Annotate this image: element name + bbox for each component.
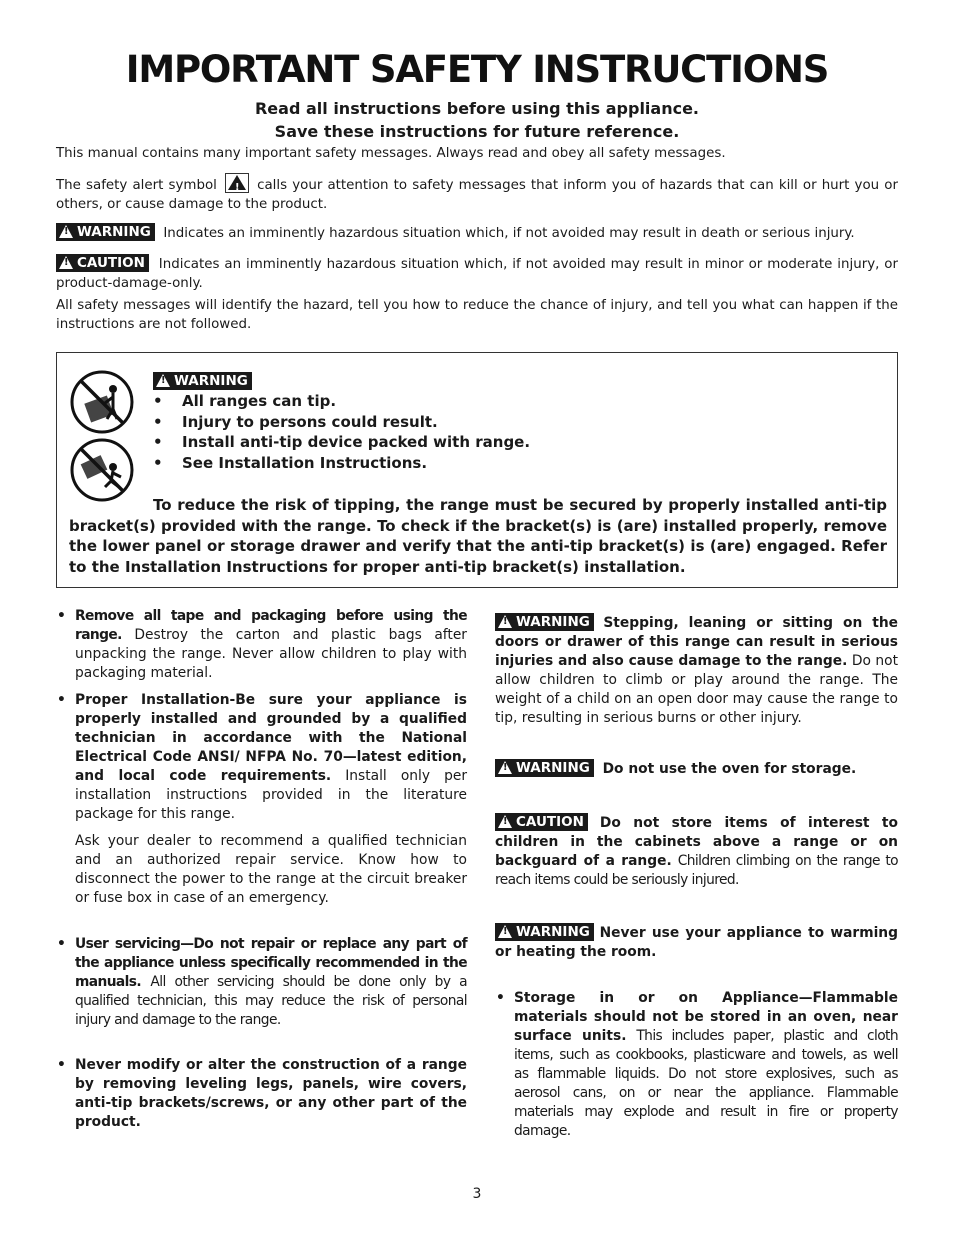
tip-warning-badge: !WARNING [153,372,252,390]
alert-triangle-icon [498,761,512,774]
warning-badge: !WARNING [495,613,594,631]
warning-definition-text: Indicates an imminently hazardous situation which, if not avoided may result in death or serious injury. [163,226,855,241]
tip-bullet: • See Installation Instructions. [153,453,530,474]
installation-bold: Proper Installation-Be sure your appliance is properly installed and grounded by a qualified technician in accordance with the National Electrical Code ANSI/ NFPA No. 70—latest edition, and local code requirements. [75,692,467,784]
warning-doors [495,613,898,728]
tip-bullet: • All ranges can tip. [153,391,530,412]
cabinets-caution-bold: Do not store items of interest to children in the cabinets above a range or on backguard of a range. [495,815,898,869]
warning-badge: !WARNING [56,223,155,241]
storage-warning-bold: Do not use the oven for storage. [602,761,857,777]
alert-triangle-icon [156,374,170,387]
list-item-remove-tape [56,607,467,683]
storage-bold: Storage in or on Appliance—Flammable materials should not be stored in an oven, near surface units. [514,990,898,1044]
alert-symbol-text-after: calls your attention to safety messages that inform you of hazards that can kill or hurt you or others, or cause damage to the product. [56,178,898,212]
list-item-storage [495,989,898,1141]
caution-definition [56,254,898,293]
alert-symbol-paragraph [56,173,898,214]
alert-triangle-icon [59,225,73,238]
tip-warning-list [153,391,530,473]
subtitle-save: Save these instructions for future reference. [274,122,680,141]
heating-warning-bold: Never use your appliance to warming or heating the room. [495,925,899,960]
alert-triangle-icon [59,256,73,269]
page-title: IMPORTANT SAFETY INSTRUCTIONS [125,48,829,91]
caution-badge: !CAUTION [56,254,149,272]
list-item-proper-installation [56,691,467,824]
alert-triangle-icon [498,815,512,828]
safety-alert-icon [225,173,249,193]
warning-definition [56,223,898,243]
no-tipping-range-icon [69,369,135,435]
user-servicing-bold: User servicing—Do not repair or replace any part of the appliance unless specifically recommended in the manuals. [75,936,467,990]
alert-triangle-icon [498,925,512,938]
cabinets-caution-text: Children climbing on the range to reach items could be seriously injured. [495,853,898,888]
warning-badge: !WARNING [495,923,594,941]
tip-bullet: • Injury to persons could result. [153,412,530,433]
storage-text: This includes paper, plastic and cloth items, such as cookbooks, plasticware and towels, as well as flammable liquids. Do not store explosives, such as aerosol cans, on or near the appliance. Flammable materials may explode and result in fire or property damage. [514,1028,898,1139]
caution-definition-text: Indicates an imminently hazardous situation which, if not avoided may result in minor or moderate injury, or product-damage-only. [56,257,899,291]
doors-warning-text: Do not allow children to climb or play around the range. The weight of a child on an open door may cause the range to tip, resulting in serious burns or other injury. [495,653,898,726]
warning-storage [495,759,898,779]
page-number: 3 [472,1186,482,1202]
list-item-user-servicing [56,935,467,1030]
caution-cabinets [495,813,898,890]
alert-symbol-text-before: The safety alert symbol [56,178,217,193]
doors-warning-bold: Stepping, leaning or sitting on the doors or drawer of this range can result in serious injuries and also cause damage to the range. [495,615,898,669]
no-child-climbing-icon [69,437,135,503]
intro-text: This manual contains many important safety messages. Always read and obey all safety messages. [56,146,726,161]
remove-tape-text: Destroy the carton and plastic bags after unpacking the range. Never allow children to play with packaging material. [75,627,467,681]
all-messages-text: All safety messages will identify the hazard, tell you how to reduce the chance of injury, and tell you what can happen if the instructions are not followed. [56,298,898,332]
anti-tip-warning-box [56,352,898,588]
tip-bullet: • Install anti-tip device packed with range. [153,432,530,453]
remove-tape-bold: Remove all tape and packaging before using the range. [75,608,467,643]
alert-triangle-icon [498,615,512,628]
list-item-never-modify [56,1056,467,1132]
installation-text: Install only per installation instructions provided in the literature package for this range. [75,768,468,822]
dealer-paragraph: Ask your dealer to recommend a qualified technician and an authorized repair service. Know how to disconnect the power to the range at the circuit breaker or fuse box in case of an emergency. [75,833,467,906]
never-modify-bold: Never modify or alter the construction of a range by removing leveling legs, panels, wire covers, anti-tip brackets/screws, or any other part of the product. [75,1057,467,1130]
user-servicing-text: All other servicing should be done only by a qualified technician, this may reduce the risk of personal injury and damage to the range. [75,974,468,1028]
subtitle-read-all: Read all instructions before using this appliance. [254,99,700,118]
anti-tip-paragraph: To reduce the risk of tipping, the range must be secured by properly installed anti-tip bracket(s) provided with the range. To check if the bracket(s) is (are) installed properly, remove the lower panel or storage drawer and verify that the anti-tip bracket(s) is (are) engaged. Refer to the Installation Instructions for proper anti-tip bracket(s) installation. [69,496,887,576]
warning-heating [495,923,898,962]
warning-badge: !WARNING [495,759,594,777]
caution-badge: !CAUTION [495,813,588,831]
